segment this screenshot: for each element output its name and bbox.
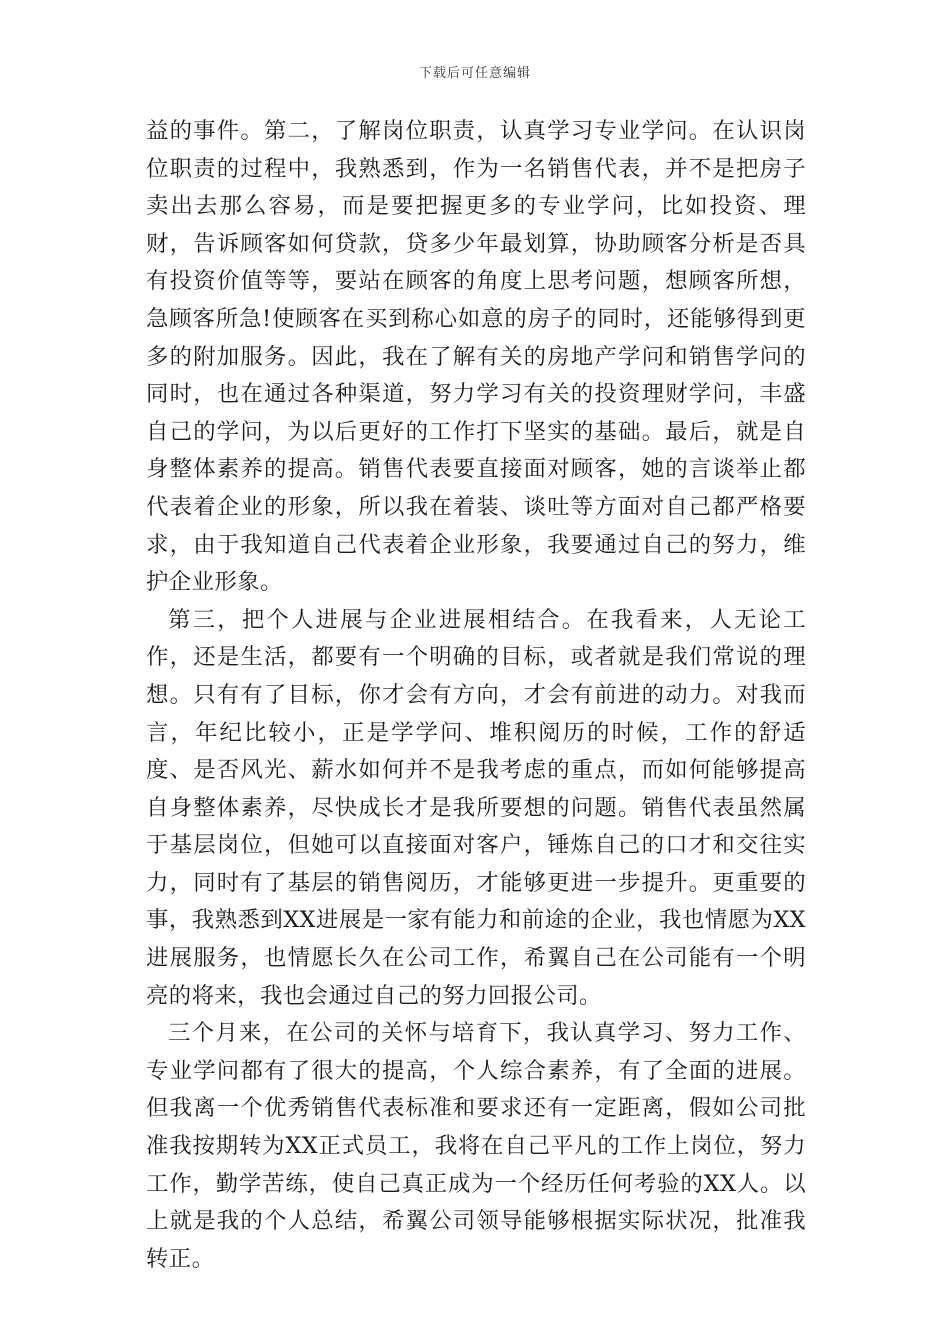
paragraph-3: 三个月来，在公司的关怀与培育下，我认真学习、努力工作、专业学问都有了很大的提高，个人综合素养，有了全面的进展。但我离一个优秀销售代表标准和要求还有一定距离，假如公司批准我按期转为XX正式员工，我将在自己平凡的工作上岗位，努力工作，勤学苦练，使自己真正成为一个经历任何考验的XX人。以上就是我的个人总结，希翼公司领导能够根据实际状况，批准我转正。: [146, 1020, 806, 1272]
paragraph-1: 益的事件。第二，了解岗位职责，认真学习专业学问。在认识岗位职责的过程中，我熟悉到，作为一名销售代表，并不是把房子卖出去那么容易，而是要把握更多的专业学问，比如投资、理财，告诉顾客如何贷款，贷多少年最划算，协助顾客分析是否具有投资价值等等，要站在顾客的角度上思考问题，想顾客所想，急顾客所急!使顾客在买到称心如意的房子的同时，还能够得到更多的附加服务。因此，我在了解有关的房地产学问和销售学问的同时，也在通过各种渠道，努力学习有关的投资理财学问，丰盛自己的学问，为以后更好的工作打下坚实的基础。最后，就是自身整体素养的提高。销售代表要直接面对顾客，她的言谈举止都代表着企业的形象，所以我在着装、谈吐等方面对自己都严格要求，由于我知道自己代表着企业形象，我要通过自己的努力，维护企业形象。: [146, 118, 806, 596]
paragraph-2: 第三，把个人进展与企业进展相结合。在我看来，人无论工作，还是生活，都要有一个明确的目标，或者就是我们常说的理想。只有有了目标，你才会有方向，才会有前进的动力。对我而言，年纪比较小，正是学学问、堆积阅历的时候，工作的舒适度、是否风光、薪水如何并不是我考虑的重点，而如何能够提高自身整体素养，尽快成长才是我所要想的问题。销售代表虽然属于基层岗位，但她可以直接面对客户，锤炼自己的口才和交往实力，同时有了基层的销售阅历，才能够更进一步提升。更重要的事，我熟悉到XX进展是一家有能力和前途的企业，我也情愿为XX进展服务，也情愿长久在公司工作，希翼自己在公司能有一个明亮的将来，我也会通过自己的努力回报公司。: [146, 606, 806, 1009]
document-body: [146, 113, 806, 1278]
page-header: 下载后可任意编辑: [418, 66, 531, 81]
